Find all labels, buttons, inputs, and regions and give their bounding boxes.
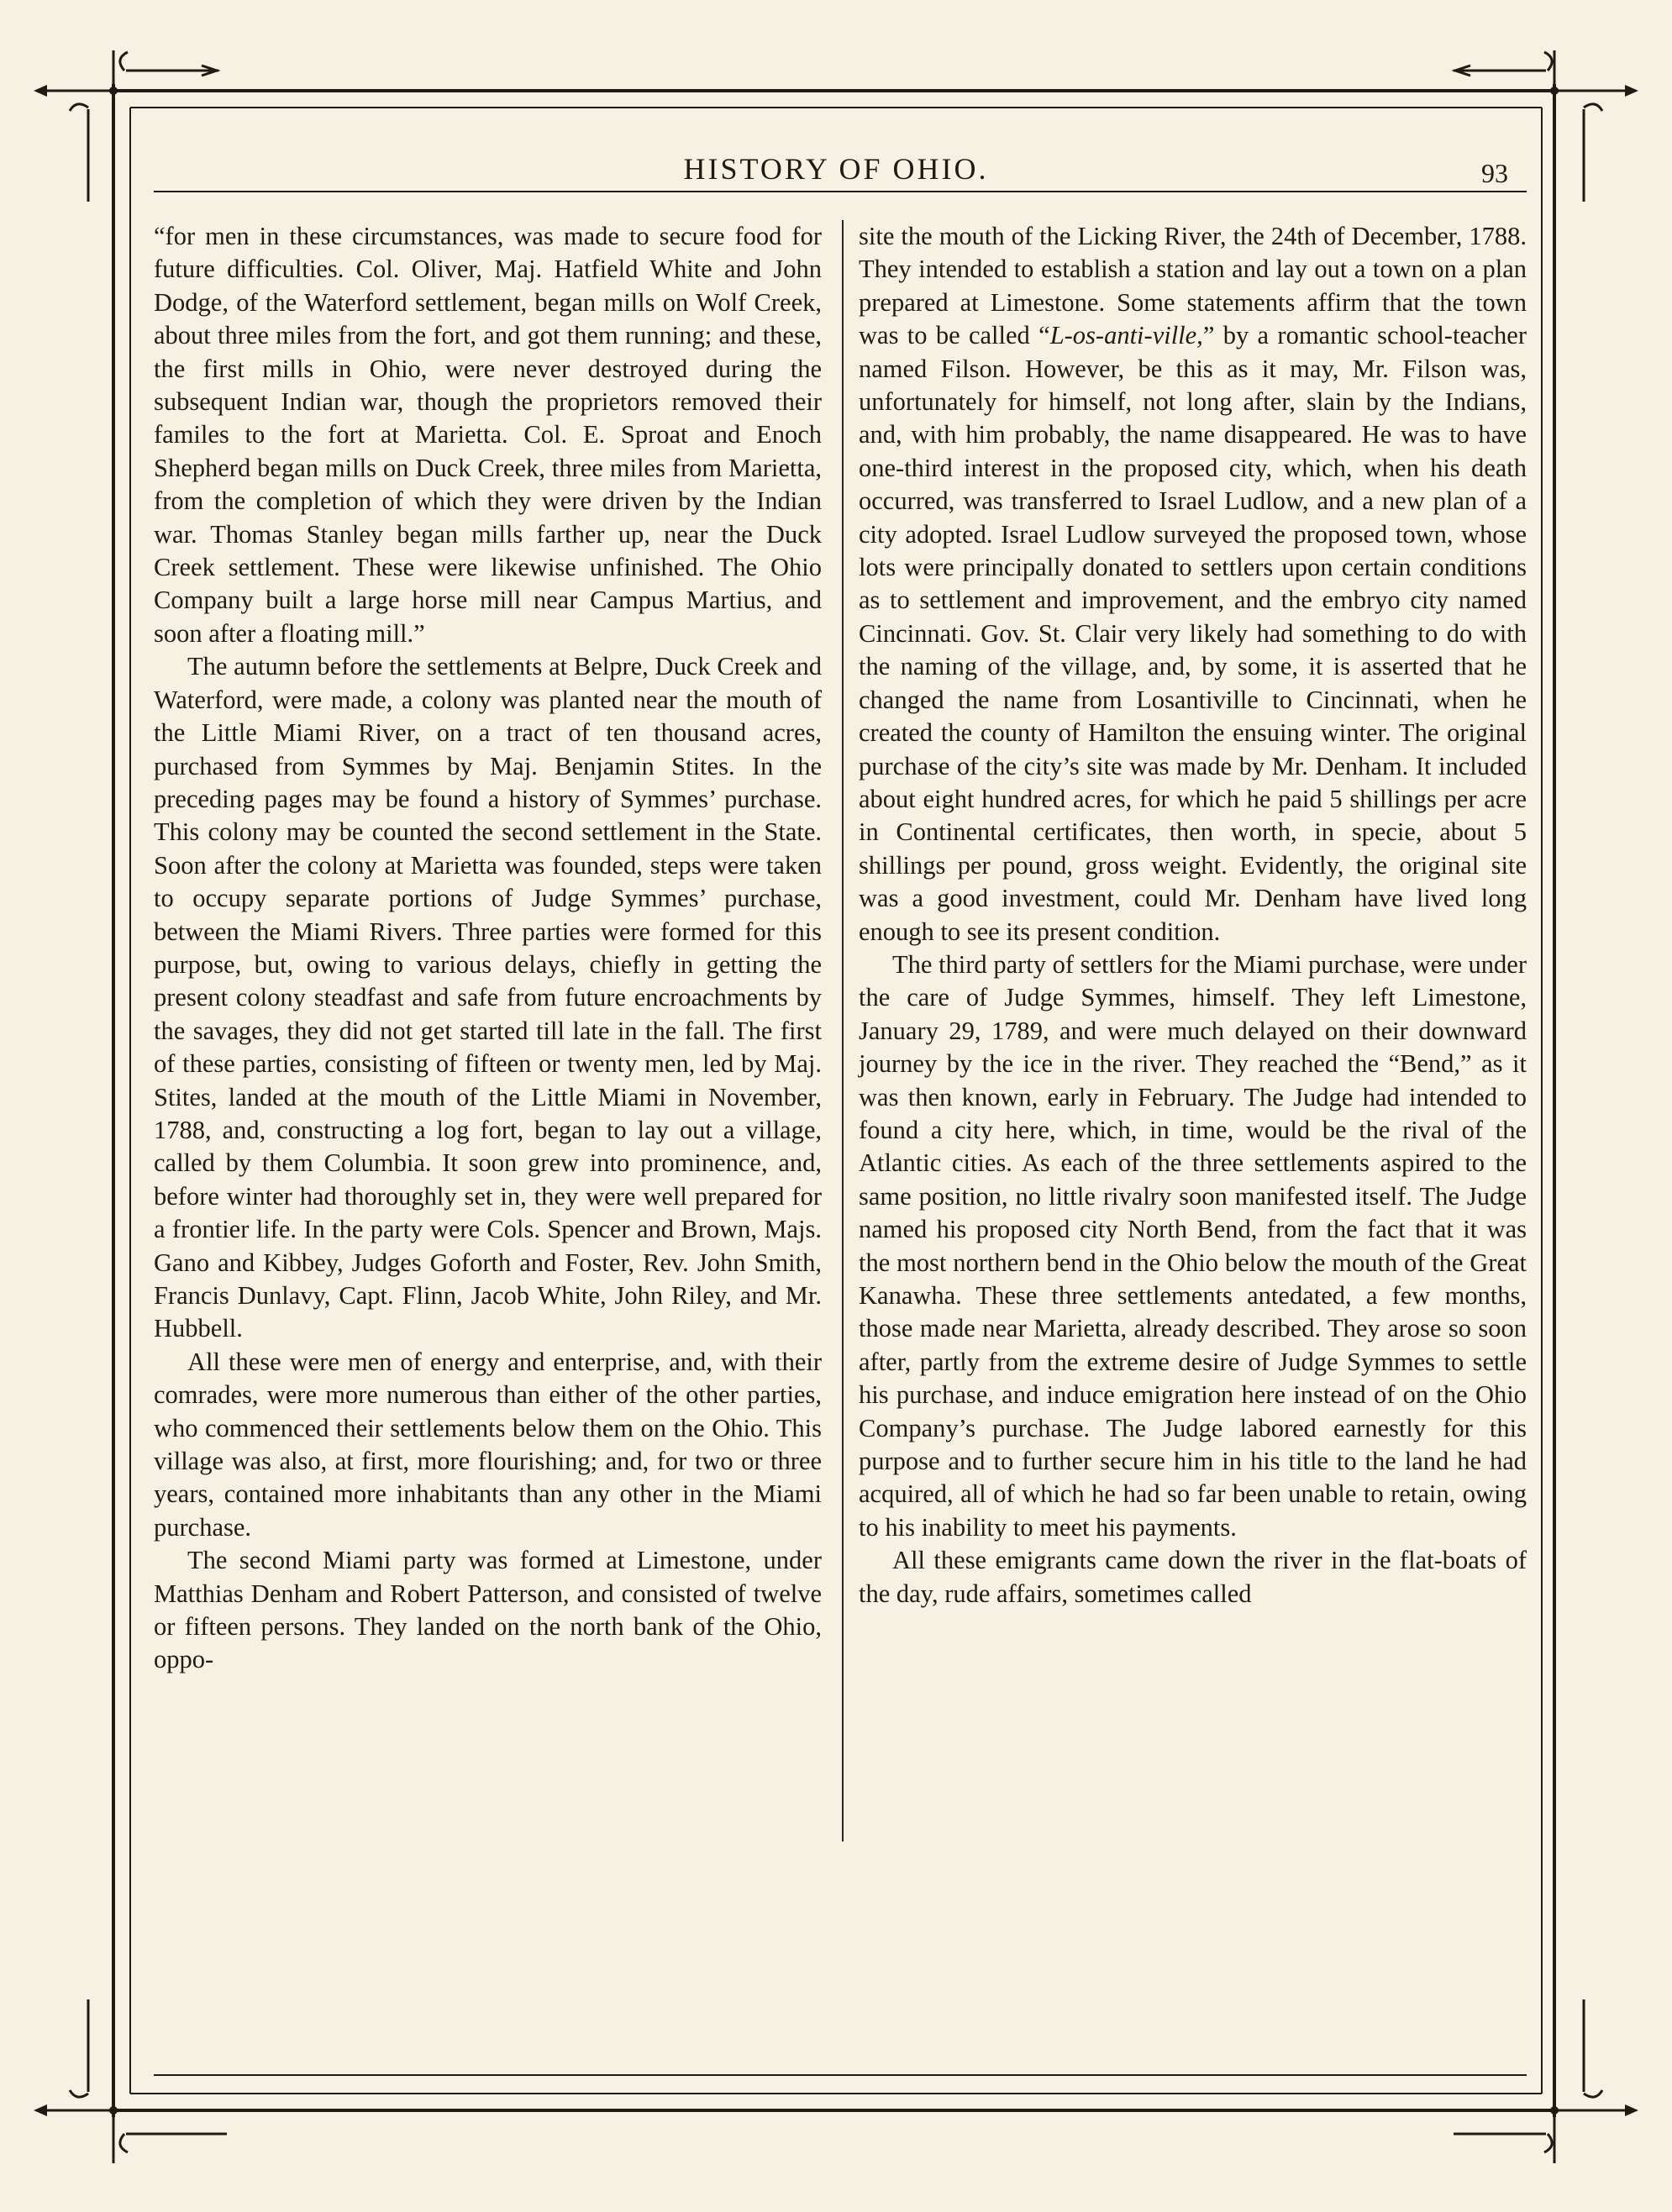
column-divider — [842, 220, 844, 1842]
paragraph: “for men in these circumstances, was made to secure food for future difficulties. Col. Oliver, Maj. Hatfield White and John Dodge, of the Waterford settlement, began mills on Wolf Creek, about three miles from the fort, and got them running; and these, the first mills in Ohio, were never destroyed during the subsequent Indian war, though the proprietors removed their familes to the fort at Marietta. Col. E. Sproat and Enoch Shepherd began mills on Duck Creek, three miles from Marietta, from the completion of which they were driven by the Indian war. Thomas Stanley began mills farther up, near the Duck Creek settlement. These were likewise unfinished. The Ohio Company built a large horse mill near Campus Martius, and soon after a floating mill.” — [154, 222, 822, 648]
running-head — [0, 151, 1672, 187]
paragraph: The third party of settlers for the Miami purchase, were under the care of Judge Symmes, himself. They left Limestone, January 29, 1789, and were much delayed on their downward journey by the ice in the river. They reached the “Bend,” as it was then known, early in February. The Judge had intended to found a city here, which, in time, would be the rival of the Atlantic cities. As each of the three settlements aspired to the same position, no little rivalry soon manifested itself. The Judge named his proposed city North Bend, from the fact that it was the most northern bend in the Ohio below the mouth of the Great Kanawha. These three settlements antedated, a few months, those made near Marietta, already described. They arose so soon after, partly from the extreme desire of Judge Symmes to settle his purchase, and induce emigration here instead of on the Ohio Company’s purchase. The Judge labored earnestly for this purpose and to further secure him in his title to the land he had acquired, all of which he had so far been unable to retain, owing to his inability to meet his payments. — [859, 949, 1527, 1542]
paragraph-text: ” by a romantic school-teacher named Filson. However, be this as it may, Mr. Filson was, unfortunately for himself, not long after, slain by the Indians, and, with him probably, the name disappeared. He was to have one-third interest in the proposed city, which, when his death occurred, was transferred to Israel Ludlow, and a new plan of a city adopted. Israel Ludlow surveyed the proposed town, whose lots were principally donated to settlers upon certain conditions as to settlement and improvement, and the embryo city named Cincinnati. Gov. St. Clair very likely had something to do with the naming of the village, and, by some, it is asserted that he changed the name from Losantiville to Cincinnati, when he created the county of Hamilton the ensuing winter. The original purchase of the city’s site was made by Mr. Denham. It included about eight hundred acres, for which he paid 5 shillings per acre in Continental certificates, then worth, in specie, about 5 shillings per pound, gross weight. Evidently, the original site was a good investment, could Mr. Denham have lived long enough to see its present condition. — [859, 321, 1527, 946]
right-column — [859, 220, 1527, 2094]
running-title: HISTORY OF OHIO. — [683, 152, 989, 186]
paragraph: The autumn before the settlements at Belpre, Duck Creek and Waterford, were made, a colony was planted near the mouth of the Little Miami River, on a tract of ten thousand acres, purchased from Symmes by Maj. Benjamin Stites. In the preceding pages may be found a history of Symmes’ purchase. This colony may be counted the second settlement in the State. Soon after the colony at Marietta was founded, steps were taken to occupy separate portions of Judge Symmes’ purchase, between the Miami Rivers. Three parties were formed for this purpose, but, owing to various delays, chiefly in getting the present colony steadfast and safe from future encroachments by the savages, they did not get started till late in the fall. The first of these parties, consisting of fifteen or twenty men, led by Maj. Stites, landed at the mouth of the Little Miami in November, 1788, and, constructing a log fort, began to lay out a village, called by them Columbia. It soon grew into prominence, and, before winter had thoroughly set in, they were well prepared for a frontier life. In the party were Cols. Spencer and Brown, Majs. Gano and Kibbey, Judges Goforth and Foster, Rev. John Smith, Francis Dunlavy, Capt. Flinn, Jacob White, John Riley, and Mr. Hubbell. — [154, 652, 822, 1343]
paragraph: All these were men of energy and enterprise, and, with their comrades, were more numerous than either of the other parties, who commenced their settlements below them on the Ohio. This village was also, at first, more flourishing; and, for two or three years, contained more inhabitants than any other in the Miami purchase. — [154, 1347, 822, 1542]
paragraph: All these emigrants came down the river in the flat-boats of the day, rude affairs, sometimes called — [859, 1546, 1527, 1608]
paragraph — [859, 220, 1527, 948]
paragraph: The second Miami party was formed at Limestone, under Matthias Denham and Robert Patterson, and consisted of twelve or fifteen persons. They landed on the north bank of the Ohio, oppo- — [154, 1546, 822, 1674]
italic-town-name: L-os-anti-ville, — [1049, 321, 1203, 350]
left-column — [154, 220, 822, 2094]
page-number: 93 — [1481, 158, 1508, 188]
paragraph-text: site the mouth of the Licking River, the 24th of December, 1788. They intended to establish a station and lay out a town on a plan prepared at Limestone. Some statements affirm that the town was to be called “ — [859, 222, 1527, 350]
